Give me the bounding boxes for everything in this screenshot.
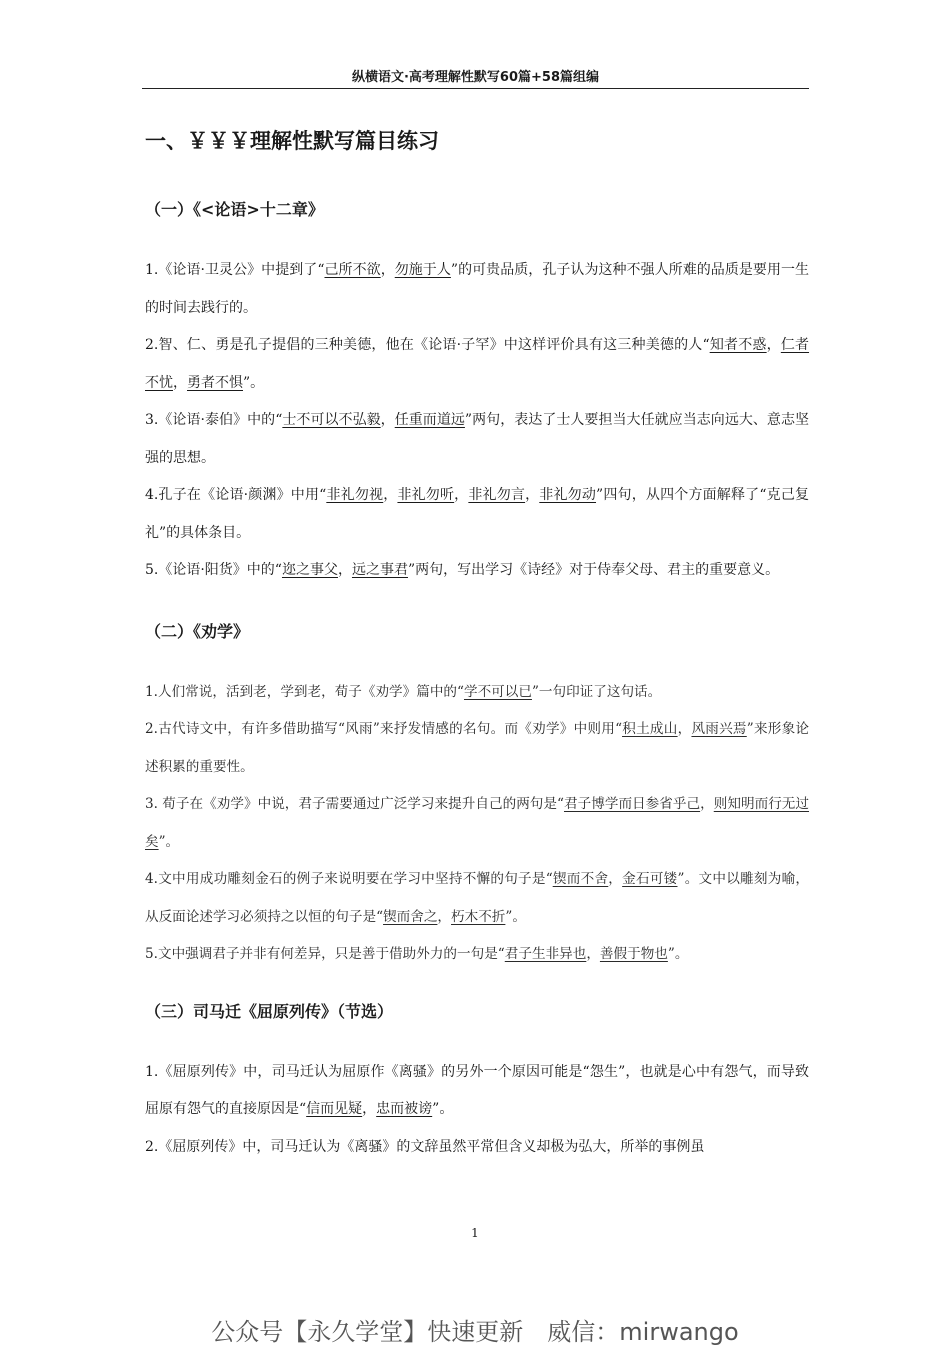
question-item: 2.《屈原列传》中，司马迁认为《离骚》的文辞虽然平常但含义却极为弘大，所举的事例虽 [145, 1138, 705, 1155]
answer-blank: 非礼勿动 [539, 487, 597, 503]
answer-blank: 信而见疑 [306, 1101, 363, 1117]
page-header: 纵横语文·高考理解性默写60篇+58篇组编 [351, 70, 599, 85]
answer-blank: 忠而被谤 [376, 1101, 433, 1117]
answer-blank: 士不可以不弘毅 [282, 412, 381, 428]
question-list-lunyu [145, 252, 809, 590]
section-title-quyuan: （三）司马迁《屈原列传》（节选） [145, 1001, 394, 1021]
answer-blank: 远之事君 [351, 562, 408, 578]
question-item: 3.《论语·泰伯》中的“士不可以不弘毅，任重而道远”两句，表达了士人要担当大任就应当志向远大、意志坚强的思想。 [145, 412, 810, 466]
question-item: 5.《论语·阳货》中的“迩之事父，远之事君”两句，写出学习《诗经》对于侍奉父母、君主的重要意义。 [145, 562, 780, 578]
answer-blank: 迩之事父 [281, 562, 338, 578]
answer-blank: 勿施于人 [394, 262, 451, 278]
answer-blank: 金石可镂 [622, 871, 678, 887]
answer-blank: 君子博学而日参省乎己 [563, 796, 701, 812]
footer-watermark: 公众号【永久学堂】快速更新 威信：mirwango [211, 1318, 739, 1346]
question-item: 1.《屈原列传》中，司马迁认为屈原作《离骚》的另外一个原因可能是“怨生”，也就是心中有怨气，而导致屈原有怨气的直接原因是“信而见疑，忠而被谤”。 [145, 1063, 809, 1117]
question-item: 1.《论语·卫灵公》中提到了“己所不欲，勿施于人”的可贵品质，孔子认为这种不强人所难的品质是要用一生的时间去践行的。 [145, 262, 810, 316]
question-list-quyuan [145, 1054, 809, 1167]
section-title-quanxue: （二）《劝学》 [145, 621, 250, 641]
answer-blank: 非礼勿听 [397, 487, 455, 503]
answer-blank: 勇者不惧 [187, 374, 243, 391]
answer-blank: 则知明而行无过矣 [145, 796, 810, 850]
answer-blank: 积土成山 [622, 721, 678, 737]
answer-blank: 朽木不折 [451, 908, 506, 925]
answer-blank: 锲而舍之 [383, 908, 438, 925]
answer-blank: 君子生非异也 [504, 946, 587, 962]
answer-blank: 非礼勿视 [326, 487, 384, 503]
answer-blank: 善假于物也 [599, 946, 668, 962]
page-number: 1 [471, 1226, 479, 1240]
main-title: 一、￥￥￥理解性默写篇目练习 [145, 129, 439, 153]
answer-blank: 知者不惑 [709, 337, 767, 353]
question-item: 5.文中强调君子并非有何差异，只是善于借助外力的一句是“君子生非异也，善假于物也”。 [145, 946, 689, 962]
answer-blank: 非礼勿言 [468, 487, 526, 503]
section-title-lunyu: （一）《<论语>十二章》 [145, 200, 324, 219]
answer-blank: 锲而不舍 [552, 871, 609, 887]
question-item: 1.人们常说，活到老，学到老，荀子《劝学》篇中的“学不可以已”一句印证了这句话。 [145, 683, 662, 700]
question-item: 2.古代诗文中，有许多借助描写“风雨”来抒发情感的名句。而《劝学》中则用“积土成山，风雨兴焉”来形象论述积累的重要性。 [145, 721, 810, 775]
answer-blank: 己所不欲 [324, 262, 381, 278]
answer-blank: 仁者不忧 [145, 337, 810, 391]
answer-blank: 任重而道远 [394, 412, 465, 428]
question-item: 3. 荀子在《劝学》中说，君子需要通过广泛学习来提升自己的两句是“君子博学而日参省乎己，则知明而行无过矣”。 [145, 796, 810, 850]
answer-blank: 学不可以已 [463, 683, 532, 700]
header-rule [142, 88, 809, 89]
question-item: 4.文中用成功雕刻金石的例子来说明要在学习中坚持不懈的句子是“锲而不舍，金石可镂”。文中以雕刻为喻，从反面论述学习必须持之以恒的句子是“锲而舍之，朽木不折”。 [145, 871, 810, 925]
answer-blank: 风雨兴焉 [691, 721, 747, 737]
question-list-quanxue [145, 674, 809, 974]
document-body [145, 118, 809, 1166]
question-item: 4.孔子在《论语·颜渊》中用“非礼勿视，非礼勿听，非礼勿言，非礼勿动”四句，从四个方面解释了“克己复礼”的具体条目。 [145, 487, 810, 541]
question-item: 2.智、仁、勇是孔子提倡的三种美德，他在《论语·子罕》中这样评价具有这三种美德的人“知者不惑，仁者不忧，勇者不惧”。 [145, 337, 810, 391]
